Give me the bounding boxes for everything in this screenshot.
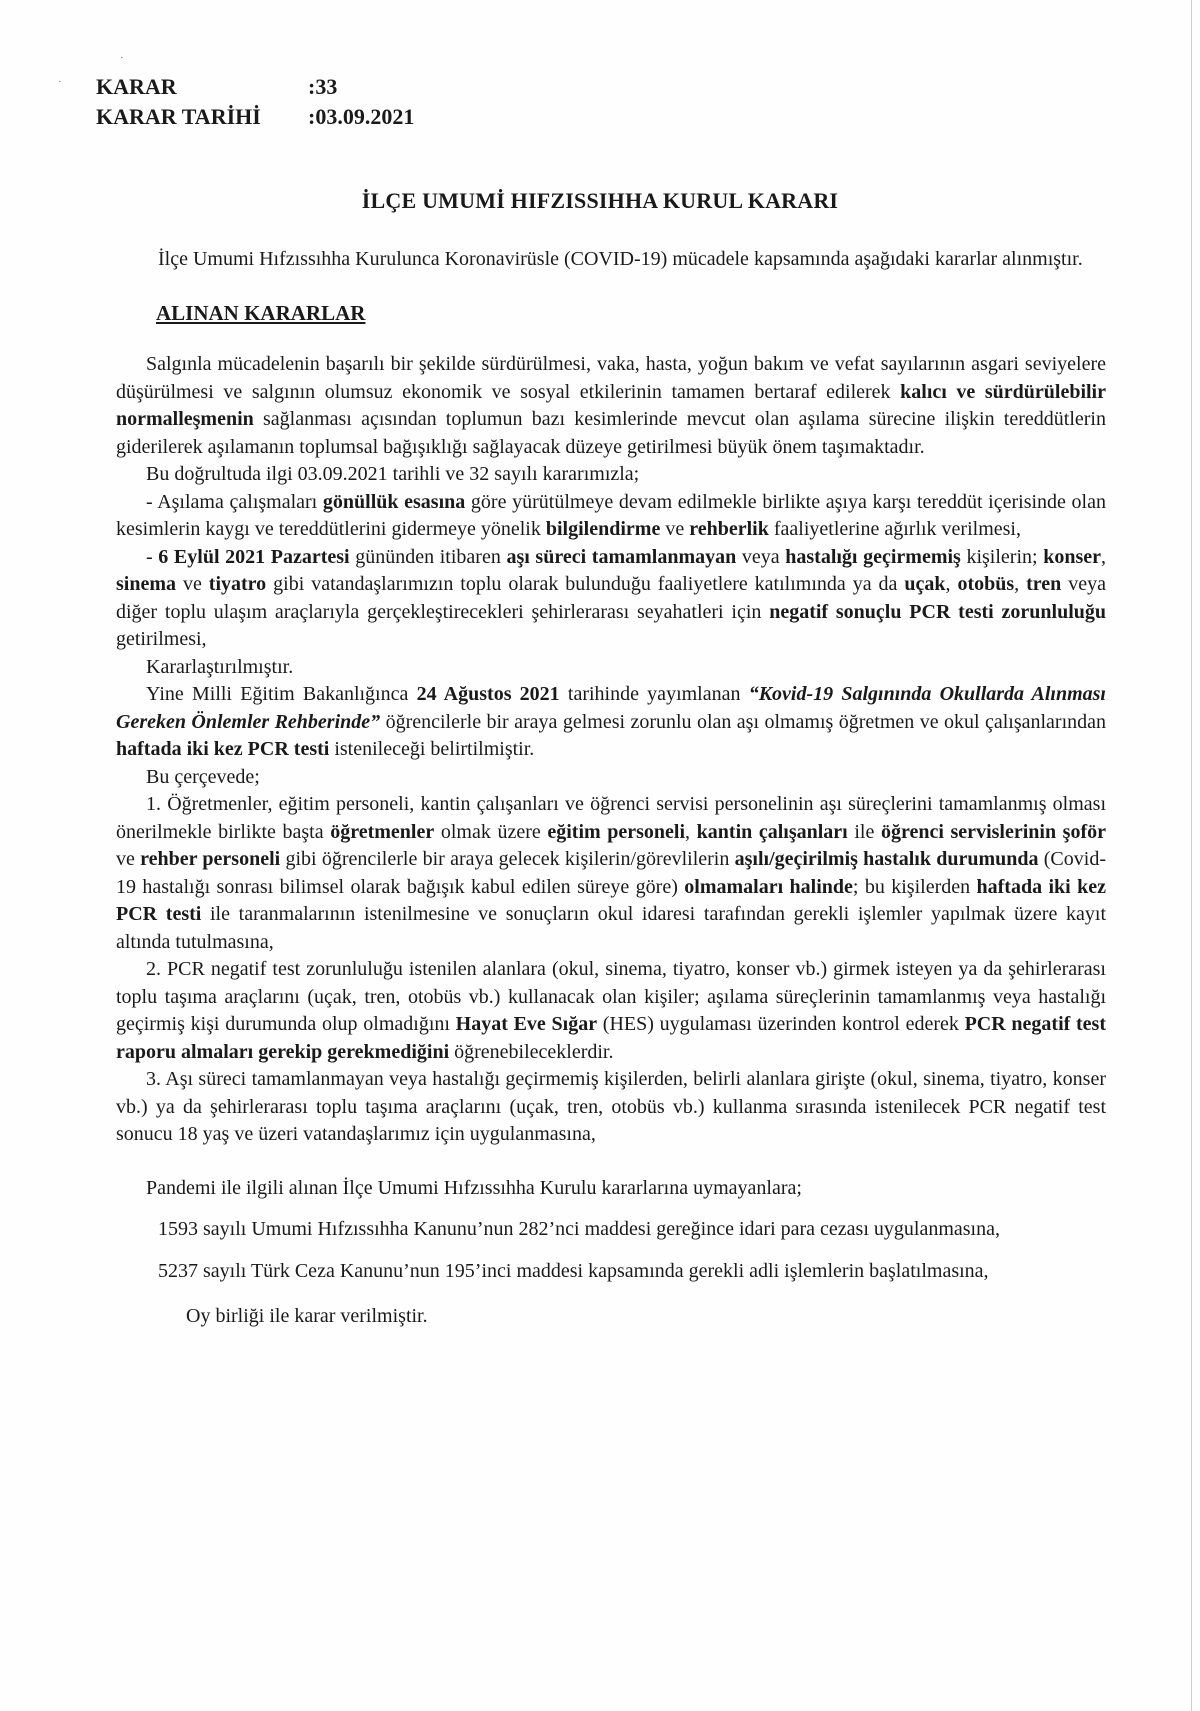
paragraph-reference: Bu doğrultuda ilgi 03.09.2021 tarihli ve 32 sayılı kararımızla; — [146, 463, 640, 485]
document-title: İLÇE UMUMİ HIFZISSIHHA KURUL KARARI — [361, 188, 839, 213]
document-body — [116, 246, 1106, 1331]
closing-penalty-intro: Pandemi ile ilgili alınan İlçe Umumi Hıfzıssıhha Kurulu kararlarına uymayanlara; — [146, 1176, 802, 1199]
intro-paragraph: İlçe Umumi Hıfzıssıhha Kurulunca Koronavirüsle (COVID-19) mücadele kapsamında aşağıdaki kararlar alınmıştır. — [158, 248, 1083, 270]
scan-speck: · — [120, 52, 124, 64]
bullet-volunteer-vaccination: - Aşılama çalışmaları gönüllük esasına göre yürütülmeye devam edilmekle birlikte aşıya karşı tereddüt içerisinde olan kesimlerin kaygı ve tereddütlerini gidermeye yönelik bilgilendirme ve rehberlik faaliyetlerine ağırlık verilmesi, — [116, 490, 1106, 540]
karar-label: KARAR — [96, 74, 177, 99]
closing-judicial-action: 5237 sayılı Türk Ceza Kanunu’nun 195’inci maddesi kapsamında gerekli adli işlemlerin başlatılmasına, — [158, 1259, 989, 1282]
karar-tarihi-label: KARAR TARİHİ — [96, 104, 261, 129]
karar-value: :33 — [308, 74, 338, 99]
paragraph-meb-guideline: Yine Milli Eğitim Bakanlığınca 24 Ağustos 2021 tarihinde yayımlanan “Kovid-19 Salgınında Okullarda Alınması Gereken Önlemler Rehberinde” öğrencilerle bir araya gelmesi zorunlu olan aşı olmamış öğretmen ve okul çalışanlarından haftada iki kez PCR testi istenileceği belirtilmiştir. — [116, 683, 1107, 760]
decision-item-3: 3. Aşı süreci tamamlanmayan veya hastalığı geçirmemiş kişilerden, belirli alanlara girişte (okul, sinema, tiyatro, konser vb.) ya da şehirlerarası toplu taşıma araçlarını (uçak, tren, otobüs vb.) kullanma sırasında istenilecek PCR negatif test sonucu 18 yaş ve üzeri vatandaşlarımız için uygulanmasına, — [116, 1068, 1106, 1145]
decision-item-2: 2. PCR negatif test zorunluluğu istenilen alanlara (okul, sinema, tiyatro, konser vb.) girmek isteyen ya da şehirlerarası toplu taşıma araçlarını (uçak, tren, otobüs vb.) kullanacak olan kişiler; aşılama süreçlerinin tamamlanmış veya hastalığı geçirmiş kişi durumunda olup olmadığını Hayat Eve Sığar (HES) uygulaması üzerinden kontrol ederek PCR negatif test raporu almaları gerekip gerekmediğini öğrenebileceklerdir. — [116, 958, 1106, 1063]
section-heading: ALINAN KARARLAR — [156, 300, 366, 325]
scan-edge-line — [1191, 0, 1192, 1711]
decision-item-1: 1. Öğretmenler, eğitim personeli, kantin çalışanları ve öğrenci servisi personelinin aşı süreçlerini tamamlanmış olması önerilmekle birlikte başta öğretmenler olmak üzere eğitim personeli, kantin çalışanları ile öğrenci servislerinin şoför ve rehber personeli gibi öğrencilerle bir araya gelecek kişilerin/görevlilerin aşılı/geçirilmiş hastalık durumunda (Covid-19 hastalığı sonrası bilimsel olarak bağışık kabul edilen süreye göre) olmamaları halinde; bu kişilerden haftada iki kez PCR testi ile taranmalarının istenilmesine ve sonuçların okul idaresi tarafından gerekli işlemler yapılmak üzere kayıt altında tutulmasına, — [116, 793, 1107, 953]
paragraph-context: Salgınla mücadelenin başarılı bir şekilde sürdürülmesi, vaka, hasta, yoğun bakım ve vefat sayılarının asgari seviyelere düşürülmesi ve salgının olumsuz ekonomik ve sosyal etkilerinin tamamen bertaraf edilerek kalıcı ve sürdürülebilir normalleşmenin sağlanması açısından toplumun bazı kesimlerinde mevcut olan aşılama sürecine ilişkin tereddütlerin giderilerek aşılamanın toplumsal bağışıklığı sağlayacak düzeye getirilmesi büyük önem taşımaktadır. — [116, 353, 1106, 458]
scan-speck: · — [58, 76, 62, 88]
paragraph-framework: Bu çerçevede; — [146, 765, 260, 788]
closing-unanimous: Oy birliği ile karar verilmiştir. — [186, 1305, 428, 1327]
bullet-pcr-requirement: - 6 Eylül 2021 Pazartesi gününden itibaren aşı süreci tamamlanmayan veya hastalığı geçirmemiş kişilerin; konser, sinema ve tiyatro gibi vatandaşlarımızın toplu olarak bulunduğu faaliyetlere katılımında ya da uçak, otobüs, tren veya diğer toplu ulaşım araçlarıyla gerçekleştirecekleri şehirlerarası seyahatleri için negatif sonuçlu PCR testi zorunluluğu getirilmesi, — [116, 545, 1107, 650]
closing-admin-fine: 1593 sayılı Umumi Hıfzıssıhha Kanunu’nun 282’nci maddesi gereğince idari para cezası uygulanmasına, — [158, 1218, 1000, 1240]
decision-header — [96, 72, 414, 132]
paragraph-decided: Kararlaştırılmıştır. — [146, 655, 294, 678]
karar-tarihi-value: :03.09.2021 — [308, 104, 415, 129]
